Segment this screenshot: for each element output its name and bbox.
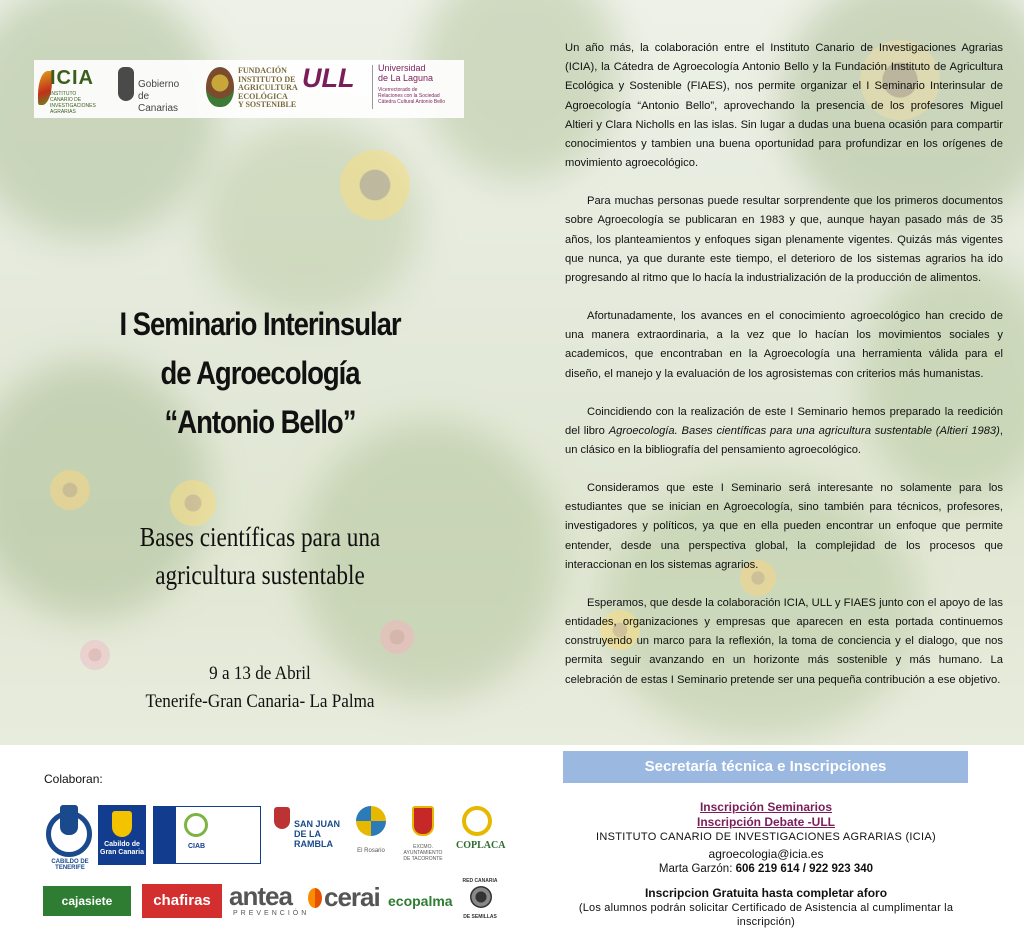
cabildo-tenerife-logo [44,803,96,869]
title-line1: I Seminario Interinsular [119,306,401,342]
fiaes-line1: FUNDACIÓN [238,66,287,75]
cabildo-gc-label: Cabildo de Gran Canaria [100,841,144,856]
fiaes-line5: Y SOSTENIBLE [238,100,297,109]
cabildo-tf-label: CABILDO DE TENERIFE [51,859,89,871]
ciab-logo [153,806,261,864]
chafiras-logo: chafiras [142,884,222,918]
paragraph-4-c: , un clásico en la bibliografía del pensamiento agroecológico. [565,424,1003,457]
coplaca-label: COPLACA [456,840,506,851]
cerai-logo [308,882,382,920]
fiaes-logo [206,63,302,113]
ull-sub1: Vicerrectorado de [378,87,418,93]
red-semillas-logo [458,878,502,926]
ull-sub3: Cátedra Cultural Antonio Bello [378,99,445,105]
inscripcion-seminarios-link[interactable]: Inscripción Seminarios [699,800,833,814]
seminar-subtitle [88,518,432,594]
contact-phone-line [560,862,972,877]
contact-email: agroecologia@icia.es [708,847,824,861]
inscripcion-debate-link[interactable]: Inscripción Debate -ULL [696,815,836,829]
event-places: Tenerife-Gran Canaria- La Palma [145,691,375,712]
paragraph-2: Para muchas personas puede resultar sorprendente que los primeros documentos sobre Agroecología se publicaran en 1983 y que, aunque hayan pasado más de 35 años, los planteamientos y enfoques sigan plenamente vigentes. Quizás más vigentes que nunca, ya que durante este tiempo, el deterioro de los sistemas agrarios ha ido progresando al ritmo que lo hacía la industrialización de la producción de alimentos. [565,195,1003,285]
san-juan-rambla-logo [268,805,344,859]
subtitle-line2: agricultura sustentable [155,560,365,590]
paragraph-5: Consideramos que este I Seminario será interesante no solamente para los estudiantes que se inician en Agroecología, sino también para técnicos, profesores, investigadores y políticos, ya que en ella pueden encontrar un enfoque que permite entender, desde una perspectiva global, la complejidad de los procesos que interaccionan en los sistemas agrarios. [565,482,1003,571]
contact-name: Marta Garzón: [658,863,736,875]
inscription-block [560,800,972,929]
subtitle-line1: Bases científicas para una [139,522,381,552]
secretaria-header: Secretaría técnica e Inscripciones [563,751,968,783]
ull-divider [372,65,373,109]
tacoronte-label: EXCMO. AYUNTAMIENTO DE TACORONTE [403,844,443,862]
event-dates: 9 a 13 de Abril [209,663,311,684]
rosario-sun-icon [356,806,386,836]
sanjuan-crest-icon [274,807,290,829]
icia-wordmark: ICIA [50,67,94,89]
el-rosario-logo [350,804,392,860]
coplaca-ring-icon [462,806,492,836]
ull-logo [302,61,462,115]
book-title: Agroecología. Bases científicas para una agricultura sustentable (Altieri 1983) [608,424,1000,437]
icia-logo [36,63,100,115]
cerai-wordmark: cerai [324,882,380,912]
certificate-note: (Los alumnos podrán solicitar Certificado de Asistencia al cumplimentar la inscripción) [578,902,954,928]
tacoronte-logo [400,806,446,862]
antea-logo [229,881,310,921]
gobierno-line2: de Canarias [138,91,179,114]
cajasiete-logo: cajasiete [43,886,131,916]
paragraph-3: Afortunadamente, los avances en el conocimiento agroecológico han crecido de una manera extraordinaria, a la vez que lo hacían los movimientos sociales y academicos, que encontraban en la Agroecología una herramienta válida para el diseño, el manejo y la evaluación de los agrosistemas con criterios más humanistas. [565,310,1003,380]
contact-phone: 606 219 614 / 922 923 340 [735,863,874,875]
ciab-ring-icon [184,813,208,837]
ull-sub2: Relaciones con la Sociedad [378,93,440,99]
event-info [80,660,440,716]
cabildo-gc-shield-icon [112,811,132,837]
gobierno-canarias-logo [118,63,180,114]
title-line2: de Agroecología [160,355,360,391]
paragraph-4 [565,403,1003,461]
cerai-mark-icon [308,888,322,908]
free-registration-note: Inscripcion Gratuita hasta completar aforo [644,886,888,900]
coplaca-logo [456,806,506,862]
redsemillas-seed-icon [470,886,492,908]
ull-wordmark: ULL [302,63,355,93]
paragraph-6: Esperamos, que desde la colaboración ICIA, ULL y FIAES junto con el apoyo de las entidades, organizaciones y empresas que aparecen en esta portada continuemos construyendo un marco para la reflexión, la toma de conciencia y el dialogo, que nos permita seguir avanzando en un horizonte más sostenible y más humano. La celebración de estas I Seminario pretende ser una pequeña contribución a ese objetivo. [565,596,1003,686]
sanjuan-label: SAN JUAN DE LA RAMBLA [294,819,341,849]
fiaes-mark-icon [206,67,234,107]
antea-wordmark: antea [229,881,292,911]
gobierno-line1: Gobierno [138,79,180,90]
intro-text [565,39,1003,709]
redsemillas-bottom: DE SEMILLAS [463,914,497,920]
redsemillas-top: RED CANARIA [462,878,498,884]
title-line3: “Antonio Bello” [164,404,356,440]
seminar-title [88,300,432,447]
fiaes-line3: AGRICULTURA [238,83,298,92]
colaboran-label: Colaboran: [44,772,103,786]
antea-subtitle: PREVENCIÓN [233,910,310,917]
rosario-label: El Rosario [357,848,385,854]
cabildo-gran-canaria-logo [98,805,146,865]
cabildo-tf-crest-icon [60,805,78,835]
gobierno-crest-icon [118,67,134,101]
ull-line2: de La Laguna [378,73,434,83]
ull-line1: Universidad [378,63,426,73]
fiaes-line2: INSTITUTO DE [238,74,296,84]
paragraph-1: Un año más, la colaboración entre el Instituto Canario de Investigaciones Agrarias (ICIA), la Cátedra de Agroecología Antonio Bello y la Fundación Instituto de Agricultura Ecológica y Sostenible (FIAES), nos permite organizar el I Seminario Interinsular de Agroecología “Antonio Bello”, aprovechando la presencia de los profesores Miguel Altieri y Clara Nicholls en las islas. Sin lugar a dudas una buena ocasión para compartir conocimientos y tambien una buena oportunidad para profundizar en los orígenes de movimiento agroecológico. [565,42,1003,170]
icia-tagline: INSTITUTO CANARIO DE INVESTIGACIONES AGRARIAS [50,91,96,115]
ciab-band [154,807,176,863]
ciab-label: CIAB [188,843,206,850]
ecopalma-logo: ecopalma [388,893,453,909]
fiaes-line4: ECOLÓGICA [238,91,288,101]
tacoronte-shield-icon [412,806,434,836]
institute-name: INSTITUTO CANARIO DE INVESTIGACIONES AGRARIAS (ICIA) [596,831,936,843]
paragraph-4-a: Coincidiendo con la realización de este I Seminario hemos preparado la reedición del libro [565,405,1003,437]
